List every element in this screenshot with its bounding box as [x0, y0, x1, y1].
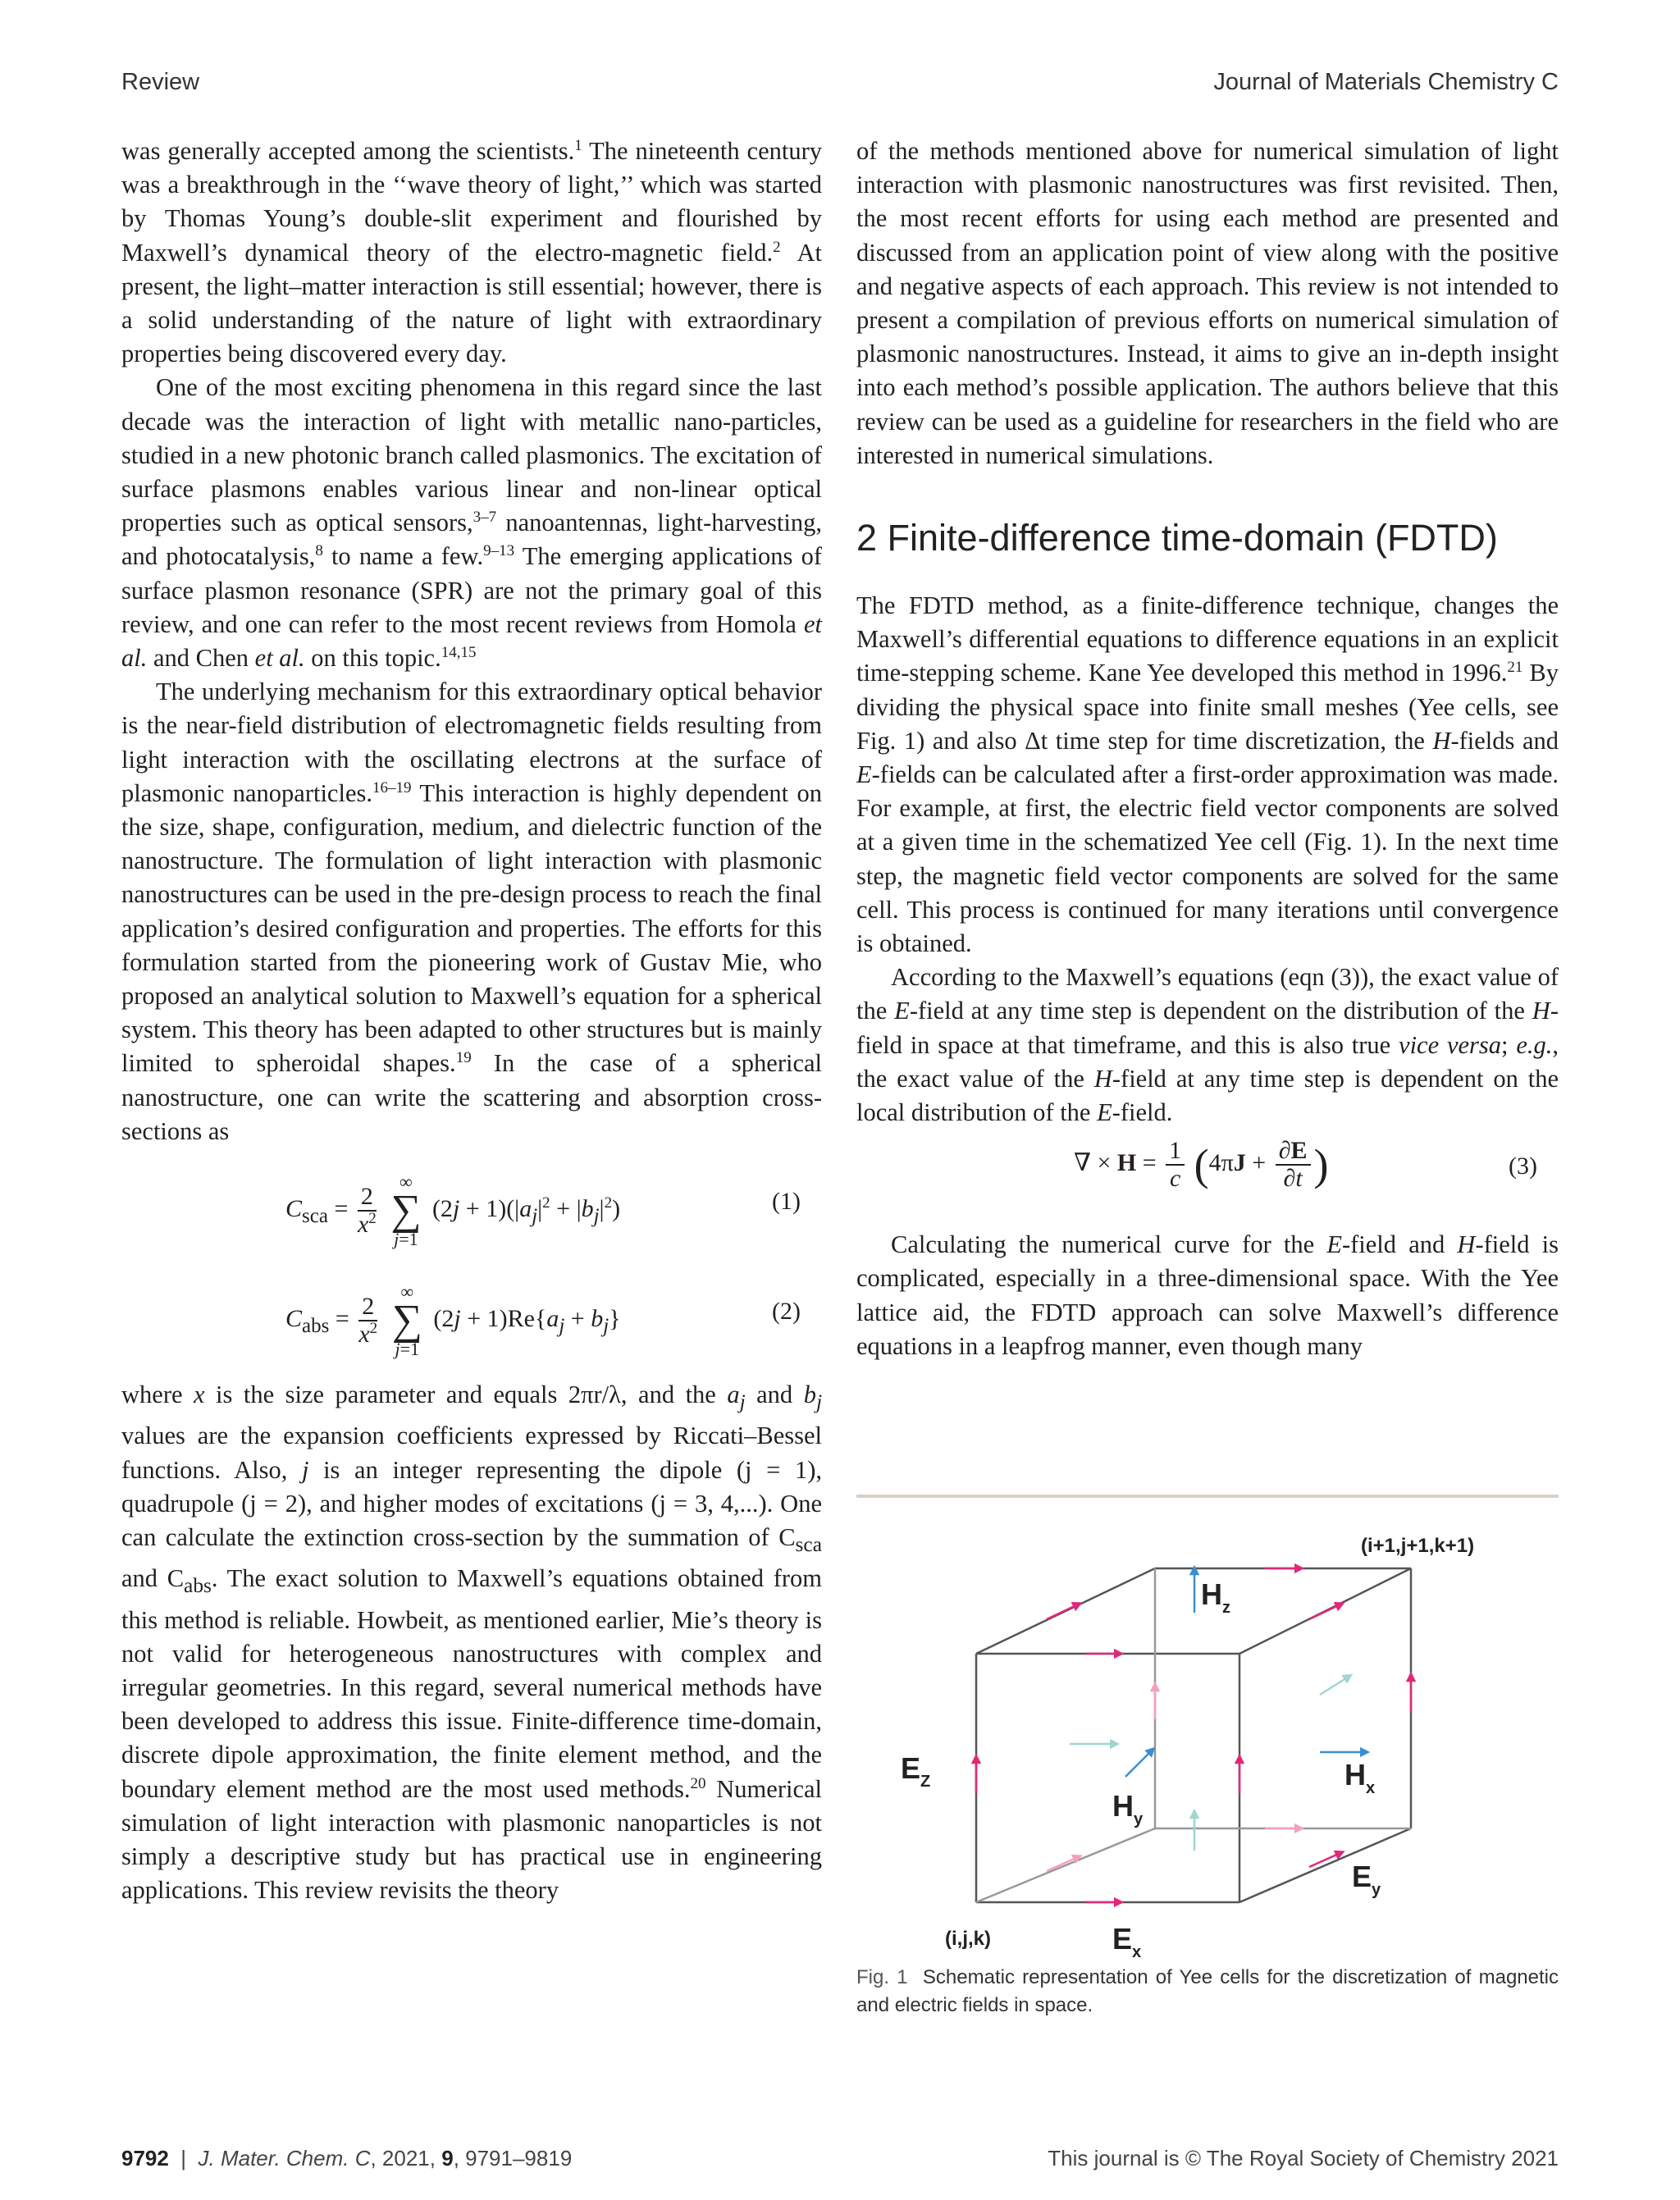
hy-arrow	[1125, 1750, 1152, 1777]
paragraph-7: According to the Maxwell’s equations (eqn (3)), the exact value of the E-field at any time step is dependent on the distribution of the H-field in space at that timeframe, and this is also true vice versa; e.g., the exact value of the H-field at any time step is dependent on the local distribution of the E-field.	[856, 963, 1559, 1127]
caption-label: Fig. 1	[856, 1966, 908, 1988]
page-footer	[121, 2146, 1559, 2175]
paragraph-6: The FDTD method, as a finite-difference technique, changes the Maxwell’s differential equations to difference equations in an explicit time-stepping scheme. Kane Yee developed this method in 1996.21 By dividing the physical space into finite small meshes (Yee cells, see Fig. 1) and also Δt time step for time discretization, the H-fields and E-fields can be calculated after a first-order approximation was made. For example, at first, the electric field vector components are solved at a given time in the schematized Yee cell (Fig. 1). In the next time step, the magnetic field vector components are solved for the same cell. This process is continued for many iterations until convergence is obtained.	[856, 591, 1559, 958]
label-hx: $H_x$	[1344, 1758, 1376, 1797]
left-column	[121, 135, 822, 1907]
equation-1: $C_{sca}$ = $\frac{2}{x^2}$ ∞ ∑ j=1 $(2j + 1)(|a_j|^2 + |b_j|^2)$ (1)	[285, 1171, 801, 1250]
corner-label-bottom: (i,j,k)	[945, 1928, 992, 1950]
paragraph-8: Calculating the numerical curve for the E-field and H-field is complicated, especially in a three-dimensional space. With the Yee lattice aid, the FDTD approach can solve Maxwell’s difference equations in a leapfrog manner, even though many	[856, 1230, 1559, 1360]
h-field-arrows-hidden	[1070, 1677, 1349, 1851]
figure-1-caption	[856, 1964, 1559, 2020]
label-ex: $E_x$	[1112, 1922, 1142, 1961]
ey-arrow-top-left	[1047, 1604, 1078, 1619]
ey-arrow-top-right	[1309, 1604, 1340, 1619]
figure-1	[856, 1495, 1559, 2023]
equation-2-number: (2)	[772, 1298, 801, 1326]
label-hz: $H_z$	[1201, 1577, 1230, 1617]
cube-edges	[976, 1568, 1411, 1902]
yee-cell-diagram	[856, 1498, 1559, 1965]
equation-1-number: (1)	[772, 1188, 801, 1216]
footer-copyright: This journal is © The Royal Society of Chemistry 2021	[1048, 2146, 1559, 2170]
footer-citation: 9792 | J. Mater. Chem. C, 2021, 9, 9791–9819	[121, 2146, 573, 2170]
corner-label-top: (i+1,j+1,k+1)	[1361, 1535, 1475, 1557]
paragraph-4: where x is the size parameter and equals 2πr/λ, and the $a_j$ and $b_j$ values are the expansion coefficients expressed by Riccati–Bessel functions. Also, j is an integer representing the dipole (j = 1), quadrupole (j = 2), and higher modes of excitations (j = 3, 4,...). One can calculate the extinction cross-section by the summation of $C_{sca}$ and $C_{abs}$. The exact solution to Maxwell’s equations obtained from this method is reliable. Howbeit, as mentioned earlier, Mie’s theory is not valid for heterogeneous nanostructures with complex and irregular geometries. In this regard, several numerical methods have been developed to address this issue. Finite-difference time-domain, discrete dipole approximation, the finite element method, and the boundary element method are the most used methods.$^{20}$ Numerical simulation of light interaction with plasmonic nanoparticles is not simply a descriptive study but has practical use in engineering applications. This review revisits the theory	[121, 1381, 822, 1905]
header-section: Review	[121, 69, 200, 95]
h-field-arrows	[1125, 1570, 1365, 1777]
caption-text: Schematic representation of Yee cells for the discretization of magnetic and electric fields in space.	[856, 1966, 1559, 2016]
label-ey: $E_y$	[1352, 1860, 1381, 1899]
equation-3-number: (3)	[1509, 1152, 1537, 1180]
e-field-arrows	[976, 1568, 1411, 1902]
paragraph-5: of the methods mentioned above for numerical simulation of light interaction with plasmonic nanostructures was first revisited. Then, the most recent efforts for using each method are presented and discussed from an application point of view along with the positive and negative aspects of each approach. This review is not intended to present a compilation of previous efforts on numerical simulation of plasmonic nanostructures. Instead, it aims to give an in-depth insight into each method’s possible application. The authors believe that this review can be used as a guideline for researchers in the field who are interested in numerical simulations.	[856, 137, 1559, 469]
right-column	[856, 135, 1559, 1363]
e-field-arrows-hidden	[1047, 1687, 1299, 1871]
label-hy: $H_y$	[1112, 1789, 1144, 1828]
paragraph-1: was generally accepted among the scientists.$^1$ The nineteenth century was a breakthrough in the ‘‘wave theory of light,’’ which was started by Thomas Young’s double-slit experiment and flourished by Maxwell’s dynamical theory of the electro-magnetic field.$^2$ At present, the light–matter interaction is still essential; however, there is a solid understanding of the nature of light with extraordinary properties being discovered every day.	[121, 136, 823, 368]
section-title: 2 Finite-difference time-domain (FDTD)	[856, 517, 1498, 559]
header-journal: Journal of Materials Chemistry C	[1213, 69, 1559, 95]
paragraph-2: One of the most exciting phenomena in this regard since the last decade was the interaction of light with metallic nano-particles, studied in a new photonic branch called plasmonics. The excitation of surface plasmons enables various linear and non-linear optical properties such as optical sensors,$^{3-7}$ nanoantennas, light-harvesting, and photocatalysis,$^8$ to name a few.$^{9-13}$ The emerging applications of surface plasmon resonance (SPR) are not the primary goal of this review, and one can refer to the most recent reviews from Homola et al. and Chen et al. on this topic.$^{14,15}$	[121, 373, 822, 673]
page-header	[121, 69, 1559, 102]
label-ez: $E_Z$	[901, 1751, 931, 1791]
equation-2: $C_{abs}$ = $\frac{2}{x^2}$ ∞ ∑ j=1 $(2j + 1)Re\{a_j + b_j\}$ (2)	[285, 1281, 801, 1360]
paragraph-3: The underlying mechanism for this extraordinary optical behavior is the near-field distribution of electromagnetic fields resulting from light interaction with the oscillating electrons at the surface of plasmonic nanoparticles.$^{16-19}$ This interaction is highly dependent on the size, shape, configuration, medium, and dielectric function of the nanostructure. The formulation of light interaction with plasmonic nanostructures can be used in the pre-design process to reach the final application’s desired configuration and properties. The efforts for this formulation started from the pioneering work of Gustav Mie, who proposed an analytical solution to Maxwell’s equation for a spherical system. This theory has been adapted to other structures but is mainly limited to spheroidal shapes.$^{19}$ In the case of a spherical nanostructure, one can write the scattering and absorption cross-sections as	[121, 678, 823, 1145]
equation-3: ∇ × H = $\frac{1}{c}$ (4πJ + $\frac{\partial E}{\partial t}$ ) (3)	[1074, 1137, 1537, 1193]
